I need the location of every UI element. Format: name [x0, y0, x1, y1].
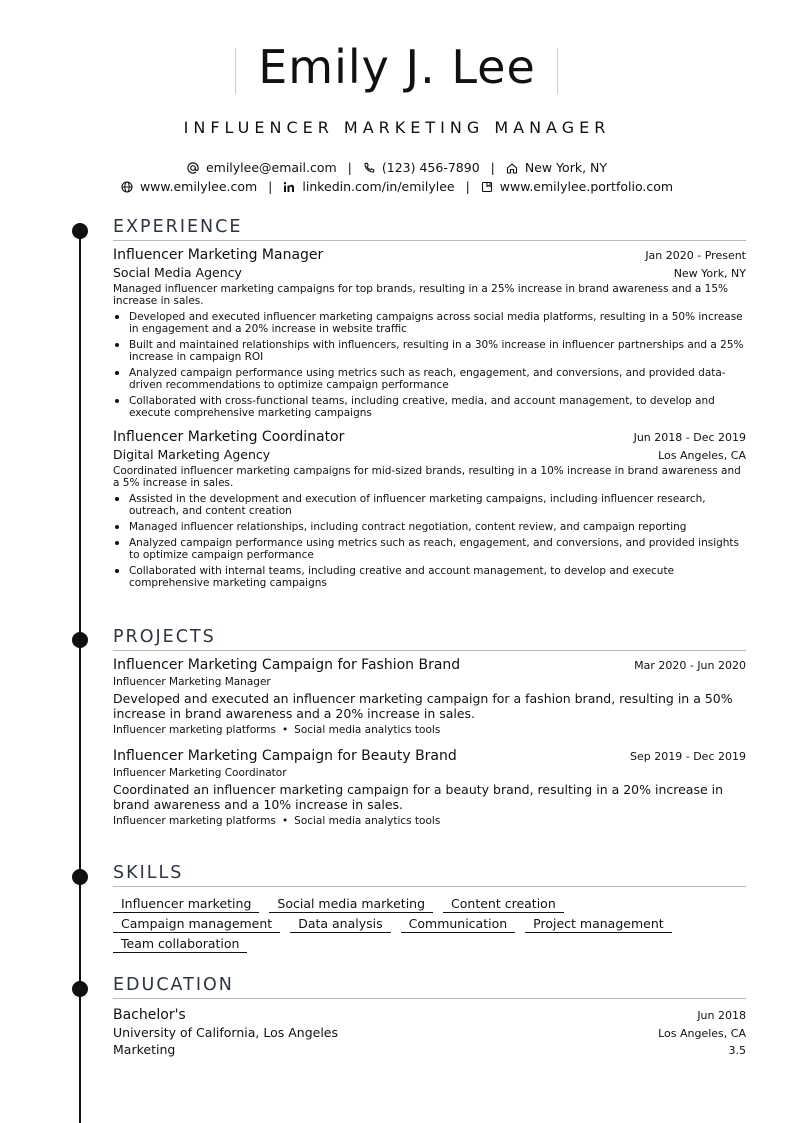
portfolio-link[interactable]: www.emilylee.portfolio.com [499, 179, 674, 194]
project-tag: Influencer marketing platforms [113, 815, 276, 827]
linkedin-link[interactable]: linkedin.com/in/emilylee [302, 179, 455, 194]
project-description: Developed and executed an influencer marketing campaign for a fashion brand, resulting in a 50% increase in brand awareness and a 20% increase in sales. [113, 691, 733, 721]
projects-heading: PROJECTS [113, 624, 746, 651]
job-role: Influencer Marketing Manager [113, 247, 324, 263]
project-dates: Sep 2019 - Dec 2019 [630, 750, 746, 763]
skill-tag: Data analysis [290, 915, 390, 933]
job-summary: Coordinated influencer marketing campaigns for mid-sized brands, resulting in a 10% increase in brand awareness and a 5% increase in sales. [113, 465, 741, 489]
job-bullets [113, 493, 746, 589]
project-tag: Social media analytics tools [294, 724, 441, 736]
job-company: Digital Marketing Agency [113, 447, 271, 462]
project-dates: Mar 2020 - Jun 2020 [634, 659, 746, 672]
skills-list [113, 895, 746, 955]
job-entry [113, 429, 746, 589]
job-summary: Managed influencer marketing campaigns for top brands, resulting in a 25% increase in brand awareness and a 15% increase in sales. [113, 283, 728, 307]
education-heading: EDUCATION [113, 972, 746, 999]
project-entry [113, 748, 746, 827]
list-item: Managed influencer relationships, including contract negotiation, content review, and campaign reporting [113, 521, 746, 533]
job-location: Los Angeles, CA [658, 449, 746, 462]
field-of-study: Marketing [113, 1042, 176, 1057]
home-icon [506, 162, 518, 174]
separator: | [490, 160, 495, 175]
job-role: Influencer Marketing Coordinator [113, 429, 345, 445]
projects-section [113, 624, 746, 827]
skill-tag: Project management [525, 915, 671, 933]
portfolio-icon [481, 181, 493, 193]
job-entry [113, 247, 746, 419]
list-item: Analyzed campaign performance using metrics such as reach, engagement, and conversions, and provided data-driven recommendations to optimize campaign performance [113, 367, 746, 391]
project-tag: Social media analytics tools [294, 815, 441, 827]
list-item: Collaborated with internal teams, including creative and account management, to develop and execute comprehensive marketing campaigns [113, 565, 746, 589]
list-item: Collaborated with cross-functional teams, including creative, media, and account management, to develop and execute comprehensive marketing campaigns [113, 395, 746, 419]
project-role: Influencer Marketing Coordinator [113, 767, 287, 779]
project-title: Influencer Marketing Campaign for Beauty Brand [113, 748, 457, 764]
email-link[interactable]: emilylee@email.com [205, 160, 337, 175]
degree: Bachelor's [113, 1007, 186, 1023]
list-item: Assisted in the development and execution of influencer marketing campaigns, including influencer research, outreach, and content creation [113, 493, 746, 517]
globe-icon [121, 181, 133, 193]
timeline-dot-projects [72, 632, 88, 648]
skills-section [113, 860, 746, 955]
list-item: Analyzed campaign performance using metrics such as reach, engagement, and conversions, and provided insights to optimize campaign performance [113, 537, 746, 561]
timeline-dot-skills [72, 869, 88, 885]
location-text: New York, NY [524, 160, 608, 175]
job-company: Social Media Agency [113, 265, 242, 280]
project-tags: Influencer marketing platforms • Social media analytics tools [113, 724, 441, 736]
job-dates: Jun 2018 - Dec 2019 [633, 431, 746, 444]
list-item: Developed and executed influencer marketing campaigns across social media platforms, resulting in a 50% increase in engagement and a 20% increase in website traffic [113, 311, 746, 335]
skill-tag: Communication [401, 915, 516, 933]
phone-number[interactable]: (123) 456-7890 [381, 160, 480, 175]
project-entry [113, 657, 746, 736]
contact-line-1 [0, 160, 794, 175]
job-location: New York, NY [673, 267, 746, 280]
gpa: 3.5 [728, 1044, 746, 1057]
website-link[interactable]: www.emilylee.com [139, 179, 258, 194]
school-name: University of California, Los Angeles [113, 1025, 339, 1040]
education-section [113, 972, 746, 1057]
project-role: Influencer Marketing Manager [113, 676, 271, 688]
skill-tag: Social media marketing [269, 895, 433, 913]
skill-tag: Team collaboration [113, 935, 247, 953]
skills-heading: SKILLS [113, 860, 746, 887]
project-description: Coordinated an influencer marketing campaign for a beauty brand, resulting in a 20% increase in brand awareness and a 10% increase in sales. [113, 782, 724, 812]
separator: | [347, 160, 352, 175]
separator: | [465, 179, 470, 194]
timeline-dot-education [72, 981, 88, 997]
school-location: Los Angeles, CA [658, 1027, 746, 1040]
project-tags: Influencer marketing platforms • Social media analytics tools [113, 815, 441, 827]
phone-icon [363, 162, 375, 174]
skill-tag: Campaign management [113, 915, 280, 933]
list-item: Built and maintained relationships with influencers, resulting in a 30% increase in influencer partnerships and a 25% increase in campaign ROI [113, 339, 746, 363]
project-tag: Influencer marketing platforms [113, 724, 276, 736]
experience-section [113, 214, 746, 589]
at-icon [187, 162, 199, 174]
job-title: INFLUENCER MARKETING MANAGER [183, 118, 611, 137]
skill-tag: Influencer marketing [113, 895, 259, 913]
linkedin-icon [283, 181, 295, 193]
timeline-dot-experience [72, 223, 88, 239]
contact-line-2 [0, 179, 794, 194]
project-title: Influencer Marketing Campaign for Fashion Brand [113, 657, 461, 673]
job-dates: Jan 2020 - Present [645, 249, 746, 262]
experience-heading: EXPERIENCE [113, 214, 746, 241]
separator: | [268, 179, 273, 194]
skill-tag: Content creation [443, 895, 564, 913]
job-bullets [113, 311, 746, 419]
graduation-date: Jun 2018 [697, 1009, 746, 1022]
candidate-name: Emily J. Lee [258, 40, 536, 94]
